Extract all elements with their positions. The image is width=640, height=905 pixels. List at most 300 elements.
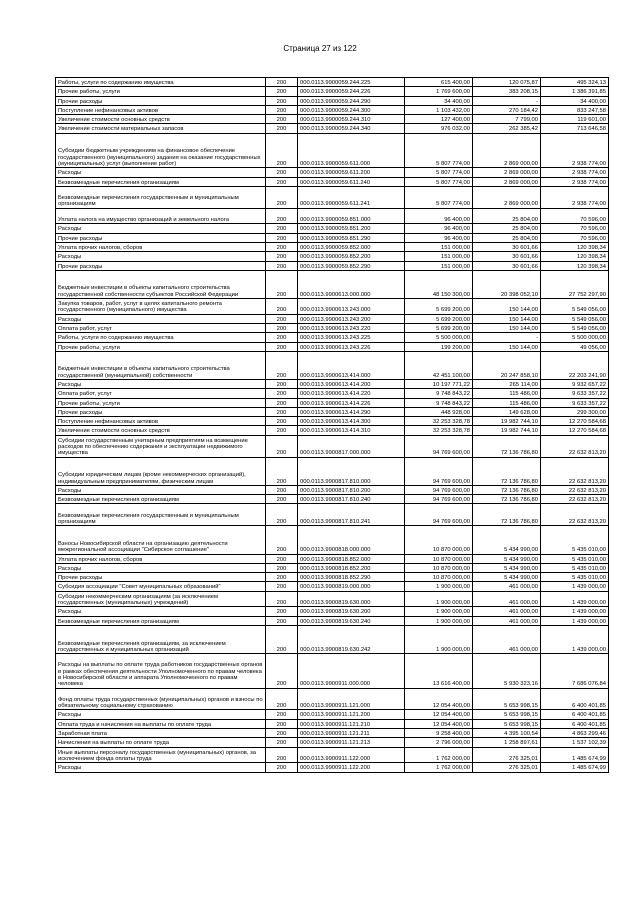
row-code-cell: 200 [266,96,298,105]
row-executed-cell: 461 000,00 [473,625,541,653]
row-remaining-cell: 2 938 774,00 [541,133,609,168]
row-approved-cell: 1 900 000,00 [405,616,473,625]
row-executed-cell: 262 385,42 [473,124,541,133]
row-approved-cell: 96 400,00 [405,208,473,224]
row-executed-cell: 7 799,00 [473,115,541,124]
row-code-cell: 200 [266,710,298,719]
table-row [56,78,609,87]
row-code-cell: 200 [266,616,298,625]
table-row [56,582,609,591]
row-executed-cell: 461 000,00 [473,607,541,616]
row-code-cell: 200 [266,526,298,554]
table-row [56,710,609,719]
row-remaining-cell: 5 435 010,00 [541,573,609,582]
table-row [56,407,609,416]
row-approved-cell: 615 400,00 [405,78,473,87]
row-code-cell: 200 [266,747,298,763]
table-row [56,389,609,398]
row-approved-cell: 5 807 774,00 [405,133,473,168]
row-remaining-cell: 22 632 813,20 [541,457,609,485]
row-remaining-cell: 22 632 813,20 [541,485,609,494]
row-name-cell: Прочие работы, услуги [56,398,266,407]
row-remaining-cell: 49 056,00 [541,342,609,351]
row-approved-cell: 94 769 600,00 [405,495,473,504]
row-executed-cell: 150 144,00 [473,299,541,315]
row-remaining-cell: 9 932 657,22 [541,380,609,389]
row-kbk-cell: 000.0113.9900059.851.290 [298,233,405,242]
row-approved-cell: 1 762 000,00 [405,763,473,772]
row-code-cell: 200 [266,252,298,261]
row-executed-cell: 383 208,15 [473,87,541,96]
row-approved-cell: 5 807 774,00 [405,168,473,177]
row-name-cell: Расходы [56,485,266,494]
table-row [56,333,609,342]
row-executed-cell: 150 144,00 [473,323,541,332]
table-row [56,351,609,379]
table-row [56,573,609,582]
row-code-cell: 200 [266,591,298,607]
row-name-cell: Работы, услуги по содержанию имущества [56,333,266,342]
row-kbk-cell: 000.0113.9900059.852.200 [298,252,405,261]
row-name-cell: Безвозмездные перечисления государственным и муниципальным организациям [56,186,266,208]
row-approved-cell: 5 500 000,00 [405,333,473,342]
row-name-cell: Закупка товаров, работ, услуг в целях капитального ремонта государственного (муниципального) имущества [56,299,266,315]
row-code-cell: 200 [266,87,298,96]
row-name-cell: Субсидии государственным унитарным предприятиям на возмещение расходов по обеспечению содержания и эксплуатации недвижимого имущества [56,435,266,457]
table-row [56,457,609,485]
row-executed-cell: 19 982 744,10 [473,417,541,426]
table-row [56,607,609,616]
table-row [56,177,609,186]
row-remaining-cell: 2 938 774,00 [541,168,609,177]
row-code-cell: 200 [266,342,298,351]
row-remaining-cell: 22 632 813,20 [541,495,609,504]
row-name-cell: Субсидии некоммерческим организациям (за исключением государственных (муниципальных) учреждений) [56,591,266,607]
row-kbk-cell: 000.0113.9900613.414.220 [298,389,405,398]
row-remaining-cell: 5 435 010,00 [541,563,609,572]
row-executed-cell: 1 258 897,61 [473,738,541,747]
row-name-cell: Безвозмездные перечисления государственным и муниципальным организациям [56,504,266,526]
row-executed-cell: 5 653 998,15 [473,688,541,710]
table-row [56,729,609,738]
row-remaining-cell: 299 300,00 [541,407,609,416]
row-code-cell: 200 [266,485,298,494]
row-kbk-cell: 000.0113.9900911.121.210 [298,719,405,728]
row-kbk-cell: 000.0113.9900819.630.200 [298,607,405,616]
row-executed-cell: 5 434 990,00 [473,573,541,582]
table-row [56,485,609,494]
row-name-cell: Взносы Новосибирской области на организацию деятельности межрегиональной ассоциации "Сибирское соглашение" [56,526,266,554]
row-remaining-cell: 4 863 299,46 [541,729,609,738]
row-approved-cell: 151 000,00 [405,242,473,251]
row-approved-cell: 12 054 400,00 [405,688,473,710]
row-approved-cell: 10 870 000,00 [405,563,473,572]
row-code-cell: 200 [266,133,298,168]
row-code-cell: 200 [266,186,298,208]
row-name-cell: Иные выплаты персоналу государственных (муниципальных) органов, за исключением фонда оплаты труда [56,747,266,763]
row-remaining-cell: 6 400 401,85 [541,710,609,719]
row-name-cell: Уплата налога на имущество организаций и земельного налога [56,208,266,224]
row-kbk-cell: 000.0113.9900613.414.300 [298,417,405,426]
row-remaining-cell: 119 601,00 [541,115,609,124]
row-remaining-cell: 1 439 000,00 [541,625,609,653]
row-kbk-cell: 000.0113.9900613.414.290 [298,407,405,416]
row-executed-cell: 461 000,00 [473,591,541,607]
row-executed-cell: 30 601,66 [473,261,541,270]
row-approved-cell: 9 258 400,00 [405,729,473,738]
row-executed-cell: 461 000,00 [473,582,541,591]
row-remaining-cell: 70 596,00 [541,233,609,242]
row-code-cell: 200 [266,224,298,233]
row-executed-cell: 30 601,66 [473,252,541,261]
row-name-cell: Поступление нефинансовых активов [56,105,266,114]
row-remaining-cell: 120 398,34 [541,252,609,261]
row-remaining-cell: 5 500 000,00 [541,333,609,342]
row-code-cell: 200 [266,417,298,426]
row-executed-cell: 461 000,00 [473,616,541,625]
table-row [56,554,609,563]
row-code-cell: 200 [266,719,298,728]
row-name-cell: Оплата труда и начисления на выплаты по оплате труда [56,719,266,728]
table-row [56,398,609,407]
row-name-cell: Безвозмездные перечисления организациям [56,495,266,504]
row-kbk-cell: 000.0113.9900613.414.310 [298,426,405,435]
row-kbk-cell: 000.0113.9900613.243.226 [298,342,405,351]
row-name-cell: Прочие расходы [56,407,266,416]
row-kbk-cell: 000.0113.9900613.243.225 [298,333,405,342]
row-kbk-cell: 000.0113.9900911.121.200 [298,710,405,719]
table-row [56,342,609,351]
table-row [56,688,609,710]
row-remaining-cell: 2 938 774,00 [541,177,609,186]
row-approved-cell: 5 699 200,00 [405,323,473,332]
row-approved-cell: 9 748 843,22 [405,389,473,398]
row-remaining-cell: 1 485 674,99 [541,747,609,763]
row-name-cell: Расходы [56,563,266,572]
row-name-cell: Субсидия ассоциации "Совет муниципальных образований" [56,582,266,591]
row-executed-cell: 150 144,00 [473,342,541,351]
row-remaining-cell: 713 646,58 [541,124,609,133]
table-row [56,270,609,298]
row-code-cell: 200 [266,435,298,457]
row-remaining-cell: 1 485 674,99 [541,763,609,772]
row-code-cell: 200 [266,763,298,772]
row-code-cell: 200 [266,495,298,504]
row-code-cell: 200 [266,208,298,224]
table-row [56,435,609,457]
row-kbk-cell: 000.0113.9900059.852.000 [298,242,405,251]
row-approved-cell: 42 451 100,00 [405,351,473,379]
table-row [56,747,609,763]
table-row [56,323,609,332]
row-approved-cell: 199 200,00 [405,342,473,351]
row-approved-cell: 2 796 000,00 [405,738,473,747]
row-approved-cell: 127 400,00 [405,115,473,124]
row-executed-cell: 2 869 000,00 [473,186,541,208]
row-kbk-cell: 000.0113.9900613.414.000 [298,351,405,379]
row-remaining-cell: 1 439 000,00 [541,616,609,625]
row-executed-cell: 20 398 052,10 [473,270,541,298]
row-approved-cell: 1 900 000,00 [405,582,473,591]
row-kbk-cell: 000.0113.9900817.000.000 [298,435,405,457]
row-remaining-cell: 34 400,00 [541,96,609,105]
row-name-cell: Уплата прочих налогов, сборов [56,554,266,563]
row-remaining-cell: 6 400 401,85 [541,719,609,728]
row-kbk-cell: 000.0113.9900059.244.310 [298,115,405,124]
row-approved-cell: 10 870 000,00 [405,554,473,563]
row-remaining-cell: 833 247,58 [541,105,609,114]
row-name-cell: Оплата работ, услуг [56,389,266,398]
row-executed-cell: 2 869 000,00 [473,133,541,168]
row-kbk-cell: 000.0113.9900059.244.225 [298,78,405,87]
page-number-label: Страница 27 из 122 [283,44,357,53]
table-row [56,654,609,689]
row-approved-cell: 151 000,00 [405,252,473,261]
row-code-cell: 200 [266,398,298,407]
row-name-cell: Расходы [56,710,266,719]
row-executed-cell: 19 982 744,10 [473,426,541,435]
row-executed-cell: - [473,333,541,342]
row-approved-cell: 1 762 000,00 [405,747,473,763]
row-approved-cell: 34 400,00 [405,96,473,105]
row-code-cell: 200 [266,389,298,398]
row-name-cell: Прочие работы, услуги [56,87,266,96]
row-code-cell: 200 [266,582,298,591]
row-name-cell: Оплата работ, услуг [56,323,266,332]
row-name-cell: Субсидии бюджетным учреждениям на финансовое обеспечение государственного (муниципального) задания на оказание государственных (муниципальных) услуг (выполнение работ) [56,133,266,168]
row-name-cell: Увеличение стоимости материальных запасов [56,124,266,133]
table-row [56,133,609,168]
row-remaining-cell: 27 752 297,90 [541,270,609,298]
row-approved-cell: 976 032,00 [405,124,473,133]
row-code-cell: 200 [266,168,298,177]
row-remaining-cell: 7 686 076,84 [541,654,609,689]
row-executed-cell: 72 136 786,80 [473,495,541,504]
row-approved-cell: 32 253 328,78 [405,417,473,426]
row-kbk-cell: 000.0113.9900818.852.290 [298,573,405,582]
row-kbk-cell: 000.0113.9900911.121.000 [298,688,405,710]
row-name-cell: Расходы [56,314,266,323]
row-executed-cell: 149 628,00 [473,407,541,416]
row-approved-cell: 1 900 000,00 [405,591,473,607]
row-name-cell: Расходы [56,763,266,772]
row-approved-cell: 9 748 843,22 [405,398,473,407]
row-code-cell: 200 [266,323,298,332]
row-approved-cell: 151 000,00 [405,261,473,270]
budget-execution-table [55,77,609,773]
row-kbk-cell: 000.0113.9900911.121.211 [298,729,405,738]
table-row [56,242,609,251]
row-approved-cell: 12 054 400,00 [405,719,473,728]
table-row [56,495,609,504]
row-name-cell: Бюджетные инвестиции в объекты капитального строительства государственной собственности субъектов Российской Федерации [56,270,266,298]
row-kbk-cell: 000.0113.9900911.000.000 [298,654,405,689]
table-row [56,233,609,242]
row-remaining-cell: 5 435 010,00 [541,526,609,554]
table-row [56,625,609,653]
row-kbk-cell: 000.0113.9900059.851.200 [298,224,405,233]
row-kbk-cell: 000.0113.9900818.852.000 [298,554,405,563]
table-row [56,168,609,177]
row-code-cell: 200 [266,115,298,124]
row-approved-cell: 1 900 000,00 [405,607,473,616]
row-kbk-cell: 000.0113.9900911.122.200 [298,763,405,772]
row-remaining-cell: 5 549 056,00 [541,323,609,332]
row-name-cell: Расходы на выплаты по оплате труда работников государственных органов в рамках обеспечения деятельности Уполномоченного по правам человека в Новосибирской области и аппарата Уполномоченного по правам человека [56,654,266,689]
row-remaining-cell: 120 398,34 [541,261,609,270]
row-executed-cell: 150 144,00 [473,314,541,323]
row-approved-cell: 5 807 774,00 [405,177,473,186]
row-executed-cell: 120 075,87 [473,78,541,87]
row-remaining-cell: 1 386 391,85 [541,87,609,96]
row-kbk-cell: 000.0113.9900911.122.000 [298,747,405,763]
row-executed-cell: 72 136 786,80 [473,457,541,485]
table-row [56,738,609,747]
row-approved-cell: 1 103 432,00 [405,105,473,114]
row-approved-cell: 94 769 600,00 [405,435,473,457]
row-executed-cell: 276 325,01 [473,747,541,763]
row-name-cell: Расходы [56,380,266,389]
table-row [56,719,609,728]
row-kbk-cell: 000.0113.9900059.611.241 [298,186,405,208]
table-row [56,261,609,270]
row-approved-cell: 94 769 600,00 [405,485,473,494]
row-name-cell: Работы, услуги по содержанию имущества [56,78,266,87]
row-kbk-cell: 000.0113.9900819.630.000 [298,591,405,607]
row-approved-cell: 94 769 600,00 [405,504,473,526]
row-approved-cell: 5 807 774,00 [405,186,473,208]
row-name-cell: Прочие расходы [56,261,266,270]
table-row [56,115,609,124]
row-approved-cell: 10 197 771,22 [405,380,473,389]
row-code-cell: 200 [266,78,298,87]
row-code-cell: 200 [266,554,298,563]
row-name-cell: Увеличение стоимости основных средств [56,115,266,124]
row-executed-cell: 20 247 858,10 [473,351,541,379]
row-kbk-cell: 000.0113.9900911.121.213 [298,738,405,747]
row-code-cell: 200 [266,625,298,653]
row-kbk-cell: 000.0113.9900059.244.340 [298,124,405,133]
row-remaining-cell: 1 537 102,39 [541,738,609,747]
row-remaining-cell: 1 439 000,00 [541,607,609,616]
row-executed-cell: 30 601,66 [473,242,541,251]
row-code-cell: 200 [266,270,298,298]
row-approved-cell: 12 054 400,00 [405,710,473,719]
row-approved-cell: 448 928,00 [405,407,473,416]
row-executed-cell: 5 653 998,15 [473,719,541,728]
row-approved-cell: 5 699 200,00 [405,299,473,315]
row-code-cell: 200 [266,563,298,572]
row-kbk-cell: 000.0113.9900059.611.000 [298,133,405,168]
row-approved-cell: 1 769 600,00 [405,87,473,96]
row-code-cell: 200 [266,426,298,435]
table-row [56,417,609,426]
row-executed-cell: 4 395 100,54 [473,729,541,738]
row-kbk-cell: 000.0113.9900819.630.240 [298,616,405,625]
table-row [56,208,609,224]
row-remaining-cell: 1 439 000,00 [541,582,609,591]
row-executed-cell: 5 434 990,00 [473,526,541,554]
row-executed-cell: 2 869 000,00 [473,168,541,177]
table-row [56,380,609,389]
row-code-cell: 200 [266,654,298,689]
row-code-cell: 200 [266,504,298,526]
row-kbk-cell: 000.0113.9900613.243.000 [298,299,405,315]
row-code-cell: 200 [266,233,298,242]
row-executed-cell: 2 869 000,00 [473,177,541,186]
row-remaining-cell: 5 549 056,00 [541,299,609,315]
row-remaining-cell: 5 549 056,00 [541,314,609,323]
row-code-cell: 200 [266,688,298,710]
table-row [56,96,609,105]
row-code-cell: 200 [266,261,298,270]
row-remaining-cell: 70 596,00 [541,224,609,233]
row-remaining-cell: 5 435 010,00 [541,554,609,563]
row-name-cell: Расходы [56,607,266,616]
row-kbk-cell: 000.0113.9900817.810.240 [298,495,405,504]
row-approved-cell: 1 900 000,00 [405,625,473,653]
row-remaining-cell: 2 938 774,00 [541,186,609,208]
row-executed-cell: 25 804,00 [473,224,541,233]
row-approved-cell: 10 870 000,00 [405,526,473,554]
row-kbk-cell: 000.0113.9900059.611.240 [298,177,405,186]
row-code-cell: 200 [266,407,298,416]
row-approved-cell: 94 769 600,00 [405,457,473,485]
row-remaining-cell: 12 270 584,68 [541,417,609,426]
row-code-cell: 200 [266,457,298,485]
row-remaining-cell: 22 203 241,90 [541,351,609,379]
row-code-cell: 200 [266,314,298,323]
row-kbk-cell: 000.0113.9900817.810.241 [298,504,405,526]
table-row [56,299,609,315]
row-approved-cell: 48 150 300,00 [405,270,473,298]
row-executed-cell: 25 804,00 [473,233,541,242]
row-kbk-cell: 000.0113.9900059.611.200 [298,168,405,177]
row-executed-cell: 270 184,42 [473,105,541,114]
row-kbk-cell: 000.0113.9900613.414.200 [298,380,405,389]
row-code-cell: 200 [266,124,298,133]
row-approved-cell: 13 616 400,00 [405,654,473,689]
table-row [56,563,609,572]
row-executed-cell: 5 930 323,16 [473,654,541,689]
row-name-cell: Прочие работы, услуги [56,342,266,351]
row-name-cell: Безвозмездные перечисления организациям [56,177,266,186]
row-name-cell: Расходы [56,252,266,261]
row-name-cell: Бюджетные инвестиции в объекты капитального строительства государственной (муниципальной) собственности [56,351,266,379]
table-row [56,426,609,435]
row-kbk-cell: 000.0113.9900818.000.000 [298,526,405,554]
row-remaining-cell: 495 324,13 [541,78,609,87]
row-remaining-cell: 6 400 401,85 [541,688,609,710]
row-remaining-cell: 9 633 357,22 [541,389,609,398]
row-name-cell: Фонд оплаты труда государственных (муниципальных) органов и взносы по обязательному социальному страхованию [56,688,266,710]
row-kbk-cell: 000.0113.9900819.000.000 [298,582,405,591]
row-code-cell: 200 [266,299,298,315]
row-remaining-cell: 22 632 813,20 [541,504,609,526]
row-executed-cell: 5 434 990,00 [473,554,541,563]
row-executed-cell: 276 325,01 [473,763,541,772]
row-name-cell: Безвозмездные перечисления организациям, за исключением государственных и муниципальных организаций [56,625,266,653]
row-kbk-cell: 000.0113.9900613.243.200 [298,314,405,323]
row-approved-cell: 96 400,00 [405,224,473,233]
row-code-cell: 200 [266,105,298,114]
row-kbk-cell: 000.0113.9900059.244.290 [298,96,405,105]
row-approved-cell: 96 400,00 [405,233,473,242]
row-kbk-cell: 000.0113.9900613.243.220 [298,323,405,332]
table-row [56,526,609,554]
row-kbk-cell: 000.0113.9900059.244.300 [298,105,405,114]
row-code-cell: 200 [266,380,298,389]
